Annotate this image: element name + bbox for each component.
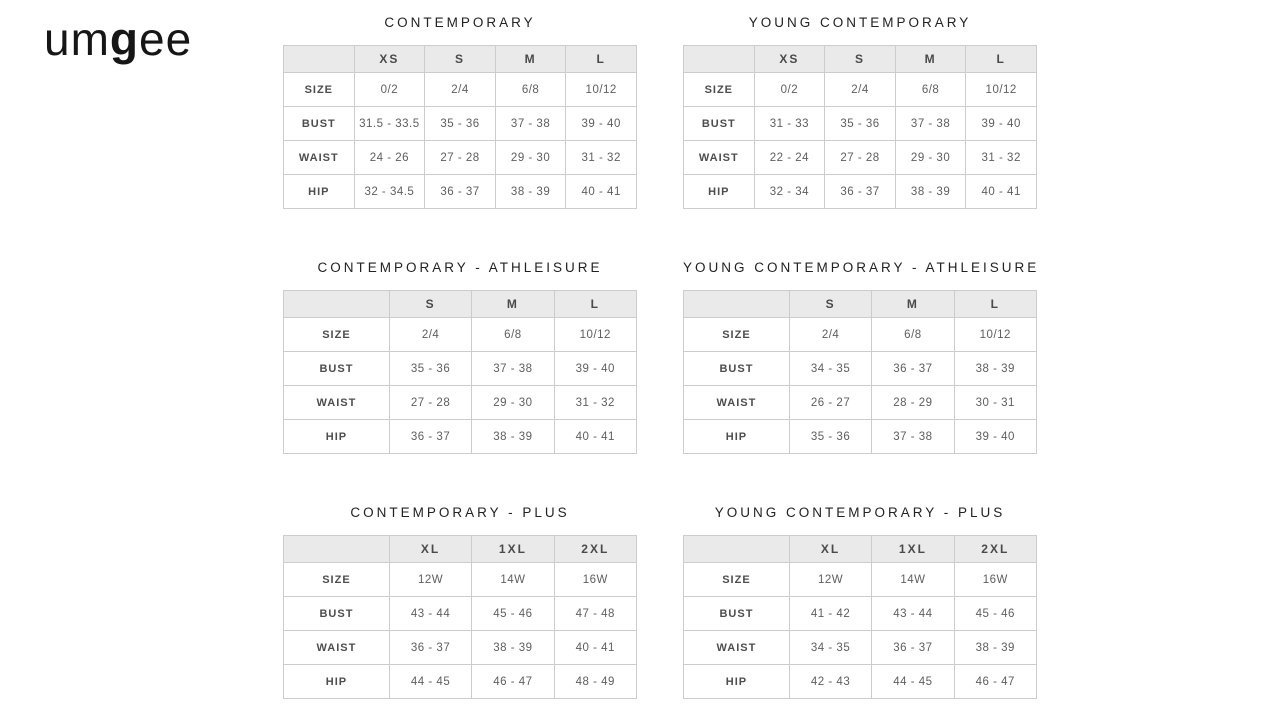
size-value-cell: 39 - 40 xyxy=(554,352,636,386)
row-label: HIP xyxy=(284,175,355,209)
size-value-cell: 38 - 39 xyxy=(954,631,1036,665)
size-value-cell: 35 - 36 xyxy=(389,352,471,386)
size-chart-title: YOUNG CONTEMPORARY - PLUS xyxy=(714,505,1006,520)
column-header-s: S xyxy=(789,291,871,318)
size-value-cell: 37 - 38 xyxy=(872,420,954,454)
size-value-cell: 40 - 41 xyxy=(566,175,637,209)
column-header-s: S xyxy=(389,291,471,318)
size-value-cell: 45 - 46 xyxy=(954,597,1036,631)
size-value-cell: 14W xyxy=(872,563,954,597)
table-row-hip xyxy=(684,175,1037,209)
size-value-cell: 38 - 39 xyxy=(895,175,966,209)
size-chart-title: CONTEMPORARY xyxy=(384,15,536,30)
table-row-waist xyxy=(284,141,637,175)
size-chart-contemporary xyxy=(283,15,637,209)
size-chart-title: CONTEMPORARY - ATHLEISURE xyxy=(317,260,603,275)
size-value-cell: 48 - 49 xyxy=(554,665,636,699)
size-value-cell: 45 - 46 xyxy=(472,597,554,631)
column-header-2xl: 2XL xyxy=(554,536,636,563)
size-value-cell: 16W xyxy=(954,563,1036,597)
column-header-xs: XS xyxy=(754,46,825,73)
table-row-bust xyxy=(684,352,1037,386)
table-row-hip xyxy=(284,665,637,699)
size-value-cell: 27 - 28 xyxy=(389,386,471,420)
size-value-cell: 36 - 37 xyxy=(389,420,471,454)
size-value-cell: 29 - 30 xyxy=(472,386,554,420)
table-row-bust xyxy=(684,597,1037,631)
header-row xyxy=(284,536,637,563)
corner-cell xyxy=(684,46,755,73)
table-row-size xyxy=(284,73,637,107)
row-label: WAIST xyxy=(284,631,390,665)
size-value-cell: 39 - 40 xyxy=(954,420,1036,454)
column-header-xs: XS xyxy=(354,46,425,73)
column-header-l: L xyxy=(554,291,636,318)
row-label: BUST xyxy=(284,107,355,141)
table-row-hip xyxy=(284,420,637,454)
size-value-cell: 12W xyxy=(789,563,871,597)
table-row-bust xyxy=(284,597,637,631)
size-value-cell: 16W xyxy=(554,563,636,597)
size-value-cell: 32 - 34.5 xyxy=(354,175,425,209)
table-row-size xyxy=(684,318,1037,352)
size-value-cell: 0/2 xyxy=(754,73,825,107)
size-value-cell: 6/8 xyxy=(872,318,954,352)
size-value-cell: 42 - 43 xyxy=(789,665,871,699)
size-value-cell: 36 - 37 xyxy=(425,175,496,209)
row-label: SIZE xyxy=(684,73,755,107)
size-table-contemporary xyxy=(283,45,637,209)
row-label: WAIST xyxy=(684,386,790,420)
size-value-cell: 34 - 35 xyxy=(789,352,871,386)
size-value-cell: 37 - 38 xyxy=(895,107,966,141)
size-value-cell: 46 - 47 xyxy=(954,665,1036,699)
size-chart-title: YOUNG CONTEMPORARY - ATHLEISURE xyxy=(683,260,1040,275)
row-label: SIZE xyxy=(284,73,355,107)
size-table-young-contemporary-plus xyxy=(683,535,1037,699)
row-label: SIZE xyxy=(684,563,790,597)
table-row-waist xyxy=(284,386,637,420)
size-value-cell: 12W xyxy=(389,563,471,597)
row-label: SIZE xyxy=(284,318,390,352)
table-row-size xyxy=(684,563,1037,597)
table-row-hip xyxy=(684,420,1037,454)
size-value-cell: 6/8 xyxy=(495,73,566,107)
size-value-cell: 47 - 48 xyxy=(554,597,636,631)
size-value-cell: 34 - 35 xyxy=(789,631,871,665)
row-label: BUST xyxy=(284,352,390,386)
size-value-cell: 43 - 44 xyxy=(389,597,471,631)
row-label: BUST xyxy=(284,597,390,631)
header-row xyxy=(684,291,1037,318)
size-value-cell: 29 - 30 xyxy=(495,141,566,175)
column-header-1xl: 1XL xyxy=(872,536,954,563)
row-label: SIZE xyxy=(284,563,390,597)
size-chart-title: CONTEMPORARY - PLUS xyxy=(350,505,570,520)
brand-logo-text-ee: ee xyxy=(139,13,193,65)
size-value-cell: 35 - 36 xyxy=(789,420,871,454)
size-value-cell: 37 - 38 xyxy=(495,107,566,141)
table-row-waist xyxy=(684,386,1037,420)
row-label: HIP xyxy=(684,175,755,209)
row-label: HIP xyxy=(284,665,390,699)
header-row xyxy=(684,536,1037,563)
column-header-m: M xyxy=(495,46,566,73)
size-chart-contemporary-athleisure xyxy=(283,260,637,454)
size-value-cell: 44 - 45 xyxy=(389,665,471,699)
column-header-l: L xyxy=(954,291,1036,318)
table-row-waist xyxy=(684,631,1037,665)
size-value-cell: 31.5 - 33.5 xyxy=(354,107,425,141)
size-value-cell: 6/8 xyxy=(895,73,966,107)
size-value-cell: 2/4 xyxy=(389,318,471,352)
size-value-cell: 31 - 32 xyxy=(566,141,637,175)
size-value-cell: 43 - 44 xyxy=(872,597,954,631)
column-header-xl: XL xyxy=(389,536,471,563)
size-value-cell: 31 - 33 xyxy=(754,107,825,141)
size-value-cell: 2/4 xyxy=(425,73,496,107)
column-header-m: M xyxy=(895,46,966,73)
size-chart-title: YOUNG CONTEMPORARY xyxy=(748,15,972,30)
size-value-cell: 39 - 40 xyxy=(566,107,637,141)
size-value-cell: 27 - 28 xyxy=(825,141,896,175)
size-value-cell: 38 - 39 xyxy=(472,420,554,454)
size-value-cell: 46 - 47 xyxy=(472,665,554,699)
size-value-cell: 26 - 27 xyxy=(789,386,871,420)
header-row xyxy=(684,46,1037,73)
column-header-l: L xyxy=(566,46,637,73)
row-label: WAIST xyxy=(284,386,390,420)
brand-logo-text-um: um xyxy=(44,13,110,65)
size-value-cell: 36 - 37 xyxy=(872,631,954,665)
size-value-cell: 41 - 42 xyxy=(789,597,871,631)
size-value-cell: 10/12 xyxy=(966,73,1037,107)
header-row xyxy=(284,46,637,73)
corner-cell xyxy=(284,46,355,73)
size-value-cell: 27 - 28 xyxy=(425,141,496,175)
size-table-contemporary-athleisure xyxy=(283,290,637,454)
size-value-cell: 30 - 31 xyxy=(954,386,1036,420)
table-row-waist xyxy=(284,631,637,665)
table-row-bust xyxy=(284,352,637,386)
size-value-cell: 38 - 39 xyxy=(954,352,1036,386)
column-header-m: M xyxy=(872,291,954,318)
row-label: HIP xyxy=(684,665,790,699)
table-row-waist xyxy=(684,141,1037,175)
size-value-cell: 2/4 xyxy=(789,318,871,352)
row-label: SIZE xyxy=(684,318,790,352)
size-value-cell: 40 - 41 xyxy=(554,420,636,454)
row-label: HIP xyxy=(284,420,390,454)
size-value-cell: 10/12 xyxy=(566,73,637,107)
column-header-xl: XL xyxy=(789,536,871,563)
column-header-s: S xyxy=(825,46,896,73)
column-header-2xl: 2XL xyxy=(954,536,1036,563)
row-label: BUST xyxy=(684,352,790,386)
size-value-cell: 35 - 36 xyxy=(425,107,496,141)
column-header-l: L xyxy=(966,46,1037,73)
table-row-bust xyxy=(284,107,637,141)
table-row-hip xyxy=(284,175,637,209)
row-label: HIP xyxy=(684,420,790,454)
brand-logo xyxy=(44,13,193,65)
size-value-cell: 10/12 xyxy=(954,318,1036,352)
corner-cell xyxy=(684,291,790,318)
row-label: BUST xyxy=(684,107,755,141)
table-row-size xyxy=(684,73,1037,107)
corner-cell xyxy=(284,536,390,563)
size-value-cell: 36 - 37 xyxy=(825,175,896,209)
column-header-1xl: 1XL xyxy=(472,536,554,563)
size-value-cell: 0/2 xyxy=(354,73,425,107)
size-value-cell: 44 - 45 xyxy=(872,665,954,699)
corner-cell xyxy=(284,291,390,318)
size-value-cell: 38 - 39 xyxy=(495,175,566,209)
size-table-young-contemporary-athleisure xyxy=(683,290,1037,454)
size-value-cell: 40 - 41 xyxy=(554,631,636,665)
table-row-size xyxy=(284,563,637,597)
size-value-cell: 40 - 41 xyxy=(966,175,1037,209)
row-label: BUST xyxy=(684,597,790,631)
size-value-cell: 29 - 30 xyxy=(895,141,966,175)
size-value-cell: 31 - 32 xyxy=(554,386,636,420)
size-value-cell: 38 - 39 xyxy=(472,631,554,665)
size-value-cell: 22 - 24 xyxy=(754,141,825,175)
size-chart-young-contemporary-plus xyxy=(683,505,1037,699)
size-value-cell: 32 - 34 xyxy=(754,175,825,209)
size-chart-contemporary-plus xyxy=(283,505,637,699)
size-table-young-contemporary xyxy=(683,45,1037,209)
size-value-cell: 24 - 26 xyxy=(354,141,425,175)
column-header-m: M xyxy=(472,291,554,318)
size-value-cell: 31 - 32 xyxy=(966,141,1037,175)
column-header-s: S xyxy=(425,46,496,73)
table-row-size xyxy=(284,318,637,352)
header-row xyxy=(284,291,637,318)
brand-logo-text-g: g xyxy=(109,13,140,65)
corner-cell xyxy=(684,536,790,563)
size-value-cell: 36 - 37 xyxy=(389,631,471,665)
size-value-cell: 10/12 xyxy=(554,318,636,352)
size-value-cell: 35 - 36 xyxy=(825,107,896,141)
row-label: WAIST xyxy=(684,141,755,175)
size-value-cell: 36 - 37 xyxy=(872,352,954,386)
size-value-cell: 28 - 29 xyxy=(872,386,954,420)
table-row-hip xyxy=(684,665,1037,699)
row-label: WAIST xyxy=(284,141,355,175)
size-charts-grid xyxy=(283,15,1040,699)
size-value-cell: 14W xyxy=(472,563,554,597)
size-value-cell: 37 - 38 xyxy=(472,352,554,386)
row-label: WAIST xyxy=(684,631,790,665)
size-table-contemporary-plus xyxy=(283,535,637,699)
size-value-cell: 2/4 xyxy=(825,73,896,107)
table-row-bust xyxy=(684,107,1037,141)
size-value-cell: 39 - 40 xyxy=(966,107,1037,141)
size-chart-young-contemporary-athleisure xyxy=(683,260,1040,454)
size-value-cell: 6/8 xyxy=(472,318,554,352)
size-chart-young-contemporary xyxy=(683,15,1037,209)
